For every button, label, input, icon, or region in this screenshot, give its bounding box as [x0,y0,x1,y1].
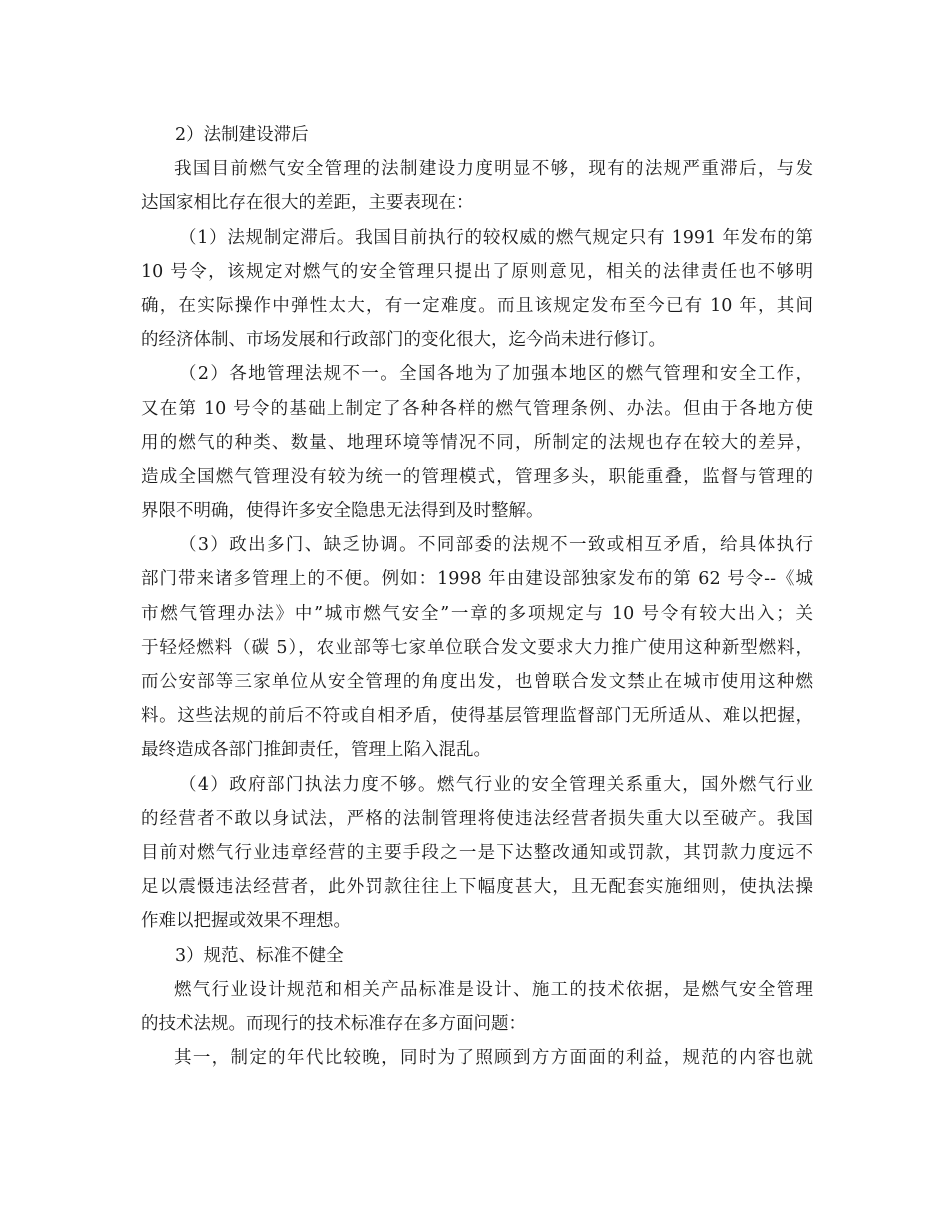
list-item-3-line: （3）政出多门、缺乏协调。不同部委的法规不一致或相互矛盾，给具体执行 [179,535,813,556]
paragraph-line: 用的燃气的种类、数量、地理环境等情况不同，所制定的法规也存在较大的差异， [141,432,813,453]
section-heading-standards: 3）规范、标准不健全 [175,945,344,966]
paragraph-line: 我国目前燃气安全管理的法制建设力度明显不够，现有的法规严重滞后，与发 [174,159,813,180]
paragraph-line: 燃气行业设计规范和相关产品标准是设计、施工的技术依据，是燃气安全管理 [174,979,813,1000]
paragraph-line: 确，在实际操作中弹性太大，有一定难度。而且该规定发布至今已有 10 年，其间 [141,295,813,316]
paragraph-line: 最终造成各部门推卸责任，管理上陷入混乱。 [141,740,491,761]
paragraph-line: 料。这些法规的前后不符或自相矛盾，使得基层管理监督部门无所适从、难以把握， [141,706,813,727]
paragraph-line: 造成全国燃气管理没有较为统一的管理模式，管理多头，职能重叠，监督与管理的 [141,466,813,487]
paragraph-line: 界限不明确，使得许多安全隐患无法得到及时整解。 [141,501,544,522]
paragraph-line: 10 号令，该规定对燃气的安全管理只提出了原则意见，相关的法律责任也不够明 [141,261,813,282]
paragraph-line: 达国家相比存在很大的差距，主要表现在： [141,193,474,214]
paragraph-line: 目前对燃气行业违章经营的主要手段之一是下达整改通知或罚款，其罚款力度远不 [141,842,813,863]
paragraph-line: 足以震慑违法经营者，此外罚款往往上下幅度甚大，且无配套实施细则，使执法操 [141,877,813,898]
paragraph-line: 的技术法规。而现行的技术标准存在多方面问题： [141,1013,526,1034]
paragraph-line: 于轻烃燃料（碳 5），农业部等七家单位联合发文要求大力推广使用这种新型燃料， [141,637,813,658]
paragraph-line: 的经济体制、市场发展和行政部门的变化很大，迄今尚未进行修订。 [141,330,666,351]
list-item-4-line: （4）政府部门执法力度不够。燃气行业的安全管理关系重大，国外燃气行业 [179,774,813,795]
paragraph-line: 而公安部等三家单位从安全管理的角度出发，也曾联合发文禁止在城市使用这种燃 [141,672,813,692]
paragraph-line: 作难以把握或效果不理想。 [141,911,351,932]
list-item-1-line: （1）法规制定滞后。我国目前执行的较权威的燃气规定只有 1991 年发布的第 [179,227,813,248]
section-heading-legal: 2）法制建设滞后 [175,125,309,145]
paragraph-line: 其一，制定的年代比较晚，同时为了照顾到方方面面的利益，规范的内容也就 [174,1048,813,1069]
list-item-2-line: （2）各地管理法规不一。全国各地为了加强本地区的燃气管理和安全工作， [179,364,813,385]
paragraph-line: 部门带来诸多管理上的不便。例如：1998 年由建设部独家发布的第 62 号令--《城 [141,569,813,590]
paragraph-line: 的经营者不敢以身试法，严格的法制管理将使违法经营者损失重大以至破产。我国 [141,808,813,829]
paragraph-line: 又在第 10 号令的基础上制定了各种各样的燃气管理条例、办法。但由于各地方使 [141,398,813,419]
document-body [141,118,813,1075]
paragraph-line: 市燃气管理办法》中”城市燃气安全”一章的多项规定与 10 号令有较大出入；关 [141,603,813,624]
